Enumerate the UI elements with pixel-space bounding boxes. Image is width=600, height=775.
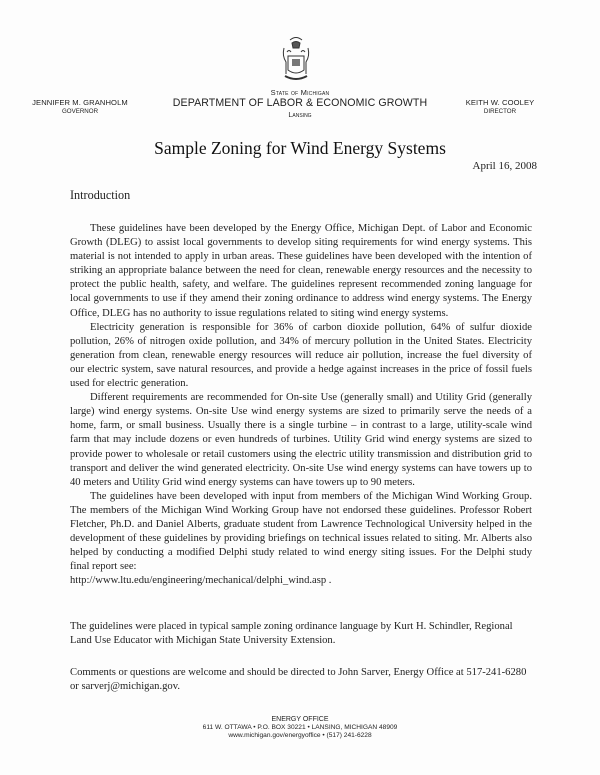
director-block (450, 98, 550, 115)
contact-paragraph: Comments or questions are welcome and should be directed to John Sarver, Energy Office at 517-241-6280 or sarverj@michigan.gov. (70, 667, 527, 693)
michigan-state-seal-icon (276, 34, 316, 89)
footer-address: 611 W. OTTAWA • P.O. BOX 30221 • LANSING, MICHIGAN 48909 (202, 724, 398, 731)
footer-web-phone: www.michigan.gov/energyoffice • (517) 241-6228 (228, 732, 372, 739)
governor-block (20, 98, 140, 115)
department-block (150, 88, 450, 119)
delphi-report-link[interactable]: http://www.ltu.edu/engineering/mechanical/delphi_wind.asp . (70, 575, 332, 587)
paragraph: Electricity generation is responsible for 36% of carbon dioxide pollution, 64% of sulfur dioxide pollution, 26% of nitrogen oxide pollution, and 34% of mercury pollution in the United States. Electricity generation from clean, renewable energy resources will reduce air pollution, increase the fuel diversity of our electric system, save natural resources, and provide a hedge against increases in the price of fossil fuels used for electric generation. (70, 321, 532, 390)
director-title: DIRECTOR (483, 108, 517, 115)
director-name: KEITH W. COOLEY (465, 98, 535, 107)
paragraph: The guidelines have been developed with input from members of the Michigan Wind Working Group. The members of the Michigan Wind Working Group have not endorsed these guidelines. Professor Robert Fletcher, Ph.D. and Daniel Alberts, graduate student from Lawrence Technological University helped in the development of these guidelines by providing briefings on technical issues related to siting. Mr. Alberts also helped by conducting a modified Delphi study related to wind energy siting issues. For the Delphi study final report see: (70, 490, 532, 573)
credit-paragraph: The guidelines were placed in typical sample zoning ordinance language by Kurt H. Schindler, Regional Land Use Educator with Michigan State University Extension. (70, 621, 513, 647)
introduction-body (70, 222, 532, 588)
letterhead-footer (150, 716, 450, 739)
city-label: Lansing (288, 110, 312, 119)
section-heading: Introduction (70, 188, 131, 202)
governor-name: JENNIFER M. GRANHOLM (32, 98, 128, 107)
paragraph: These guidelines have been developed by the Energy Office, Michigan Dept. of Labor and Economic Growth (DLEG) to assist local governments to develop siting requirements for wind energy systems. This material is not intended to apply in urban areas. These guidelines have been developed with the intention of striking an appropriate balance between the need for clean, renewable energy resources and the necessity to protect the public health, safety, and welfare. The guidelines represent recommended zoning language for local governments to use if they amend their zoning ordinance to address wind energy systems. The Energy Office, DLEG has no authority to issue regulations related to siting wind energy systems. (70, 223, 532, 319)
state-label: State of Michigan (270, 88, 330, 97)
document-date: April 16, 2008 (472, 160, 537, 172)
paragraph: Different requirements are recommended for On-site Use (generally small) and Utility Grid (generally large) wind energy systems. On-site Use wind energy systems are sized to primarily serve the needs of a home, farm, or small business. Usually there is a single turbine – in contrast to a large, utility-scale wind farm that may include dozens or even hundreds of turbines. Utility Grid wind energy systems are sized to provide power to wholesale or retail customers using the electric utility transmission and distribution grid to transport and deliver the wind generated electricity. On-site Use wind energy systems can have towers up to 40 meters and Utility Grid wind energy systems can have towers up to 90 meters. (70, 392, 532, 488)
department-name: DEPARTMENT OF LABOR & ECONOMIC GROWTH (172, 97, 428, 109)
contact-section (70, 666, 532, 694)
credit-section (70, 620, 532, 648)
footer-office: ENERGY OFFICE (271, 716, 329, 723)
governor-title: GOVERNOR (61, 108, 99, 115)
document-title: Sample Zoning for Wind Energy Systems (154, 138, 446, 158)
